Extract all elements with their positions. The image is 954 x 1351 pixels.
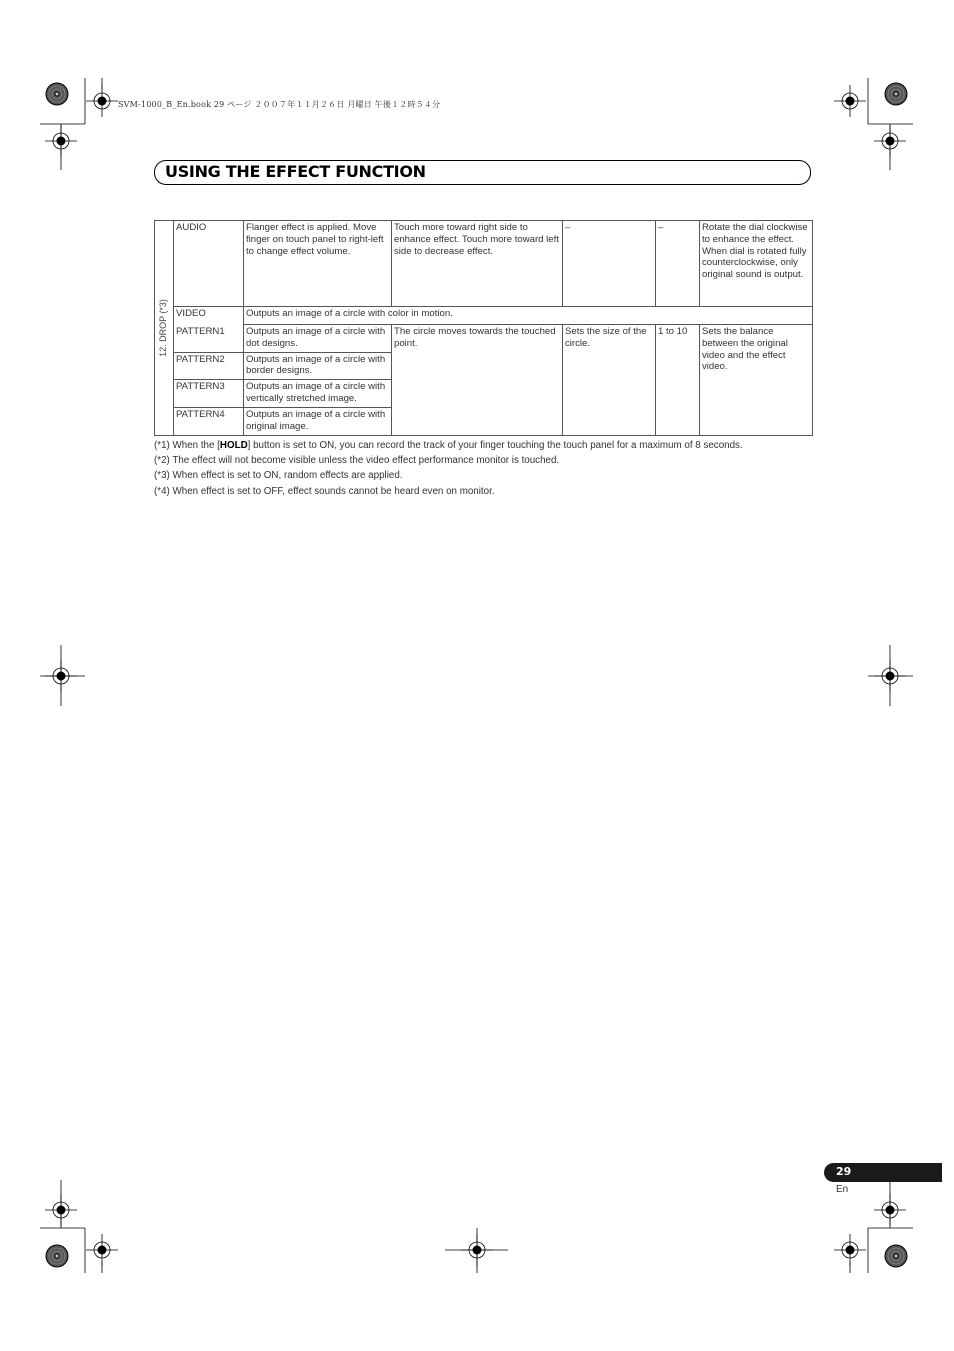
param-cell: Sets the size of the circle. bbox=[563, 325, 656, 436]
row-label: VIDEO bbox=[174, 307, 244, 325]
dial-cell: Sets the balance between the original video and the effect video. bbox=[700, 325, 813, 436]
row-label: PATTERN4 bbox=[174, 407, 244, 435]
description-cell: Outputs an image of a circle with border designs. bbox=[244, 352, 392, 380]
footnote-1 bbox=[154, 440, 824, 452]
footnote-text: (*1) When the [ bbox=[154, 440, 220, 451]
touch-cell: The circle moves towards the touched point. bbox=[392, 325, 563, 436]
footnote-3: (*3) When effect is set to ON, random effects are applied. bbox=[154, 470, 403, 482]
registration-mark-icon bbox=[834, 85, 866, 117]
registration-disc-icon bbox=[46, 83, 68, 105]
footnote-text: ] button is set to ON, you can record the track of your finger touching the touch panel for a maximum of 8 seconds. bbox=[247, 440, 743, 451]
registration-disc-icon bbox=[885, 1245, 907, 1267]
footnotes bbox=[154, 440, 824, 501]
description-cell: Outputs an image of a circle with vertically stretched image. bbox=[244, 380, 392, 408]
touch-cell: Touch more toward right side to enhance effect. Touch more toward left side to decrease effect. bbox=[392, 221, 563, 307]
registration-mark-icon bbox=[86, 1234, 118, 1266]
row-label: PATTERN3 bbox=[174, 380, 244, 408]
hold-button-label: HOLD bbox=[219, 440, 248, 451]
row-label: AUDIO bbox=[174, 221, 244, 307]
description-cell: Outputs an image of a circle with color in motion. bbox=[244, 307, 813, 325]
group-label: 12. DROP (*3) bbox=[158, 298, 169, 357]
page-title: USING THE EFFECT FUNCTION bbox=[165, 162, 426, 181]
table-row-pattern bbox=[155, 325, 813, 353]
table-row-video bbox=[155, 307, 813, 325]
table-row-audio bbox=[155, 221, 813, 307]
footnote-4: (*4) When effect is set to OFF, effect sounds cannot be heard even on monitor. bbox=[154, 485, 495, 497]
footnote-2: (*2) The effect will not become visible unless the video effect performance monitor is touched. bbox=[154, 455, 560, 467]
description-cell: Outputs an image of a circle with original image. bbox=[244, 407, 392, 435]
registration-disc-icon bbox=[885, 83, 907, 105]
page-number: 29 bbox=[836, 1165, 852, 1178]
param-cell: – bbox=[563, 221, 656, 307]
description-cell: Flanger effect is applied. Move finger on touch panel to right-left to change effect volume. bbox=[244, 221, 392, 307]
section-title-box bbox=[154, 160, 811, 185]
dial-cell: Rotate the dial clockwise to enhance the effect. When dial is rotated fully counterclockwise, only original sound is output. bbox=[700, 221, 813, 307]
row-label: PATTERN2 bbox=[174, 352, 244, 380]
description-cell: Outputs an image of a circle with dot designs. bbox=[244, 325, 392, 353]
page-number-tab bbox=[824, 1163, 942, 1182]
range-cell: 1 to 10 bbox=[656, 325, 700, 436]
group-cell bbox=[155, 221, 174, 436]
page-language: En bbox=[836, 1184, 849, 1195]
effects-table bbox=[154, 220, 813, 436]
registration-disc-icon bbox=[46, 1245, 68, 1267]
book-header: SVM-1000_B_En.book 29 ページ ２００７年１１月２６日 月曜日 午後１２時５４分 bbox=[118, 100, 441, 109]
range-cell: – bbox=[656, 221, 700, 307]
registration-mark-icon bbox=[834, 1234, 866, 1266]
row-label: PATTERN1 bbox=[174, 325, 244, 353]
